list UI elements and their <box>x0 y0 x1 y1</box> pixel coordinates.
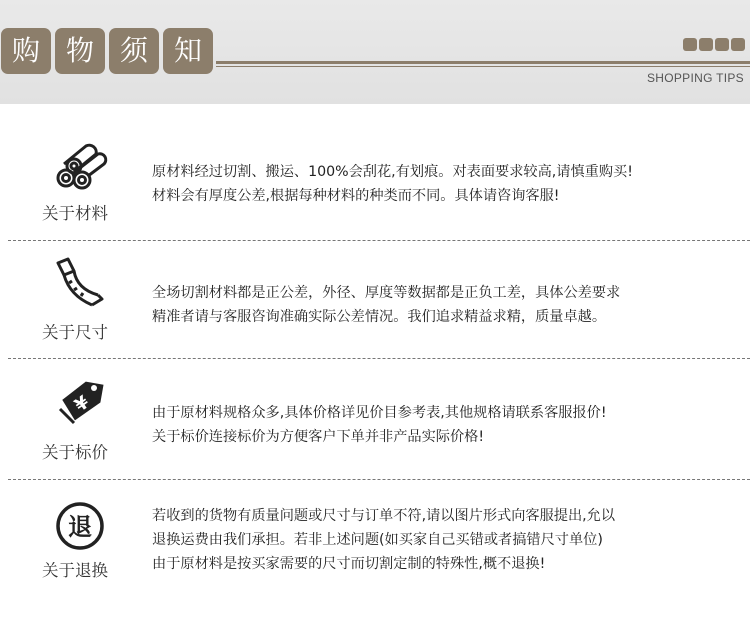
title-char-box: 购 <box>1 28 51 74</box>
title-char-box: 须 <box>109 28 159 74</box>
deco-square <box>683 38 697 51</box>
section-text-line: 精准者请与客服咨询准确实际公差情况。我们追求精益求精，质量卓越。 <box>152 309 607 325</box>
deco-square <box>715 38 729 51</box>
title-char-box: 知 <box>163 28 213 74</box>
section-text-line: 关于标价连接标价为方便客户下单并非产品实际价格! <box>152 429 485 445</box>
deco-square <box>731 38 745 51</box>
section-text-line: 由于原材料是按买家需要的尺寸而切割定制的特殊性,概不退换! <box>152 556 546 572</box>
section-label: 关于材料 <box>42 204 108 223</box>
section-text <box>152 504 742 576</box>
return-icon-char: 退 <box>68 513 92 541</box>
header-rule <box>216 61 750 64</box>
page-title <box>0 28 217 74</box>
return-icon <box>52 500 108 556</box>
section-text-line: 全场切割材料都是正公差，外径、厚度等数据都是正负工差，具体公差要求 <box>152 285 621 301</box>
section-pricing <box>0 359 750 479</box>
section-size <box>0 241 750 361</box>
section-text-line: 退换运费由我们承担。若非上述问题(如买家自己买错或者搞错尺寸单位) <box>152 532 603 548</box>
pipes-icon <box>52 138 108 194</box>
section-materials <box>0 120 750 240</box>
section-returns <box>0 480 750 600</box>
header-rule-thin <box>216 66 750 67</box>
section-text-line: 若收到的货物有质量问题或尺寸与订单不符,请以图片形式向客服提出,允以 <box>152 508 616 524</box>
header-banner <box>0 0 750 104</box>
deco-square <box>699 38 713 51</box>
section-label: 关于标价 <box>42 443 108 462</box>
decorative-squares <box>683 38 747 51</box>
section-text <box>152 281 742 329</box>
section-text <box>152 401 742 449</box>
section-label: 关于退换 <box>42 561 108 580</box>
section-text-line: 由于原材料规格众多,具体价格详见价目参考表,其他规格请联系客服报价! <box>152 405 607 421</box>
header-subtitle: SHOPPING TIPS <box>646 71 744 85</box>
section-text-line: 原材料经过切割、搬运、100%会刮花,有划痕。对表面要求较高,请慎重购买! <box>152 164 633 180</box>
section-label: 关于尺寸 <box>42 323 108 342</box>
svg-text:¥: ¥ <box>70 391 94 417</box>
tape-measure-icon <box>52 255 108 311</box>
section-text-line: 材料会有厚度公差,根据每种材料的种类而不同。具体请咨询客服! <box>152 188 560 204</box>
price-tag-icon <box>52 375 108 431</box>
section-text <box>152 160 742 208</box>
title-char-box: 物 <box>55 28 105 74</box>
